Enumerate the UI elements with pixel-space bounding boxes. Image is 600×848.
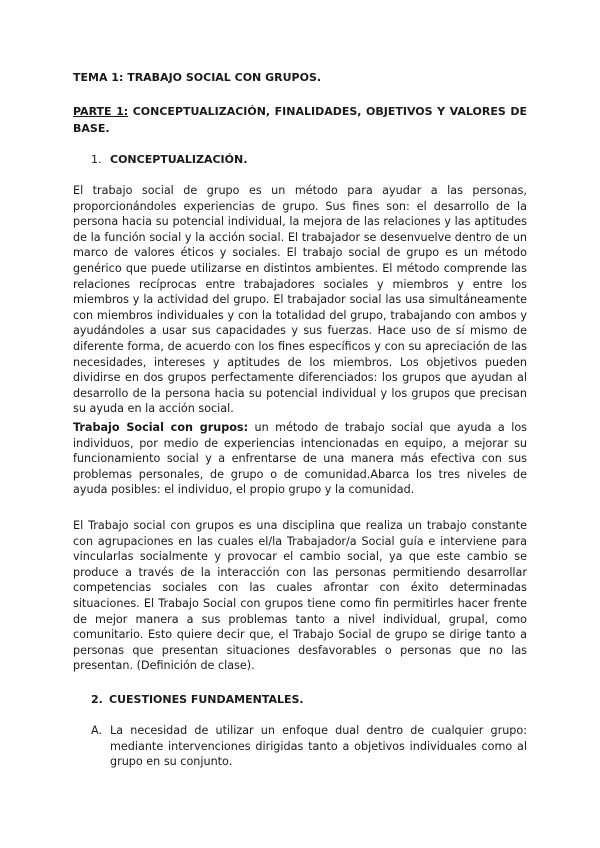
section-1-title: CONCEPTUALIZACIÓN. (110, 153, 248, 166)
document-title: TEMA 1: TRABAJO SOCIAL CON GRUPOS. (73, 71, 322, 84)
paragraph-definition: El trabajo social de grupo es un método para ayudar a las personas, proporcionándoles experiencias de grupo. Sus fines son: el desarrollo de la persona hacia su potencial individual, la mejora de las relaciones y las aptitudes de la función social y la acción social. El trabajador se desenvuelve dentro de un marco de valores éticos y sociales. El trabajo social de grupo es un método genérico que puede utilizarse en distintos ambientes. El método comprende las relaciones recíprocas entre trabajadores sociales y miembros y entre los miembros y la actividad del grupo. El trabajador social las usa simultáneamente con miembros individuales y con la totalidad del grupo, trabajando con ambos y ayudándoles a usar sus capacidades y sus fuerzas. Hace uso de sí mismo de diferente forma, de acuerdo con los fines específicos y con su apreciación de las necesidades, intereses y aptitudes de los miembros. Los objetivos pueden dividirse en dos grupos perfectamente diferenciados: los grupos que ayudan al desarrollo de la persona hacia su potencial individual y los grupos que precisan su ayuda en la acción social. (73, 184, 527, 416)
section-2-heading (91, 692, 304, 708)
list-item-text: La necesidad de utilizar un enfoque dual dentro de cualquier grupo: mediante intervenciones dirigidas tanto a objetivos individuales como al grupo en su conjunto. (110, 724, 527, 769)
list-item-label: A. (91, 724, 103, 737)
term-label: Trabajo Social con grupos: (73, 421, 249, 434)
part-heading (73, 103, 527, 137)
part-label: PARTE 1: (73, 105, 129, 118)
paragraph-class-definition: El Trabajo social con grupos es una disciplina que realiza un trabajo constante con agrupaciones en las cuales el/la Trabajador/a Social guía e interviene para vincularlas socialmente y provocar el cambio social, ya que este cambio se produce a través de la interacción con las personas permitiendo desarrollar competencias sociales con las cuales afrontar con éxito determinadas situaciones. El Trabajo Social con grupos tiene como fin permitirles hacer frente de mejor manera a sus problemas tanto a nivel individual, grupal, como comunitario. Esto quiere decir que, el Trabajo Social de grupo se dirige tanto a personas que presentan situaciones desfavorables o personas que no las presentan. (Definición de clase). (73, 519, 527, 673)
paragraph-group-social-work (73, 420, 527, 498)
term-definition: un método de trabajo social que ayuda a los individuos, por medio de experiencias intencionadas en equipo, a mejorar su funcionamiento social y a enfrentarse de una manera más efectiva con sus problemas personales, de grupo o de comunidad.Abarca los tres niveles de ayuda posibles: el individuo, el propio grupo y la comunidad. (73, 421, 527, 497)
part-text: CONCEPTUALIZACIÓN, FINALIDADES, OBJETIVOS Y VALORES DE BASE. (73, 105, 527, 135)
section-2-number: 2. (91, 693, 103, 706)
section-2-title: CUESTIONES FUNDAMENTALES. (109, 693, 304, 706)
section-1-number: 1. (91, 153, 102, 166)
